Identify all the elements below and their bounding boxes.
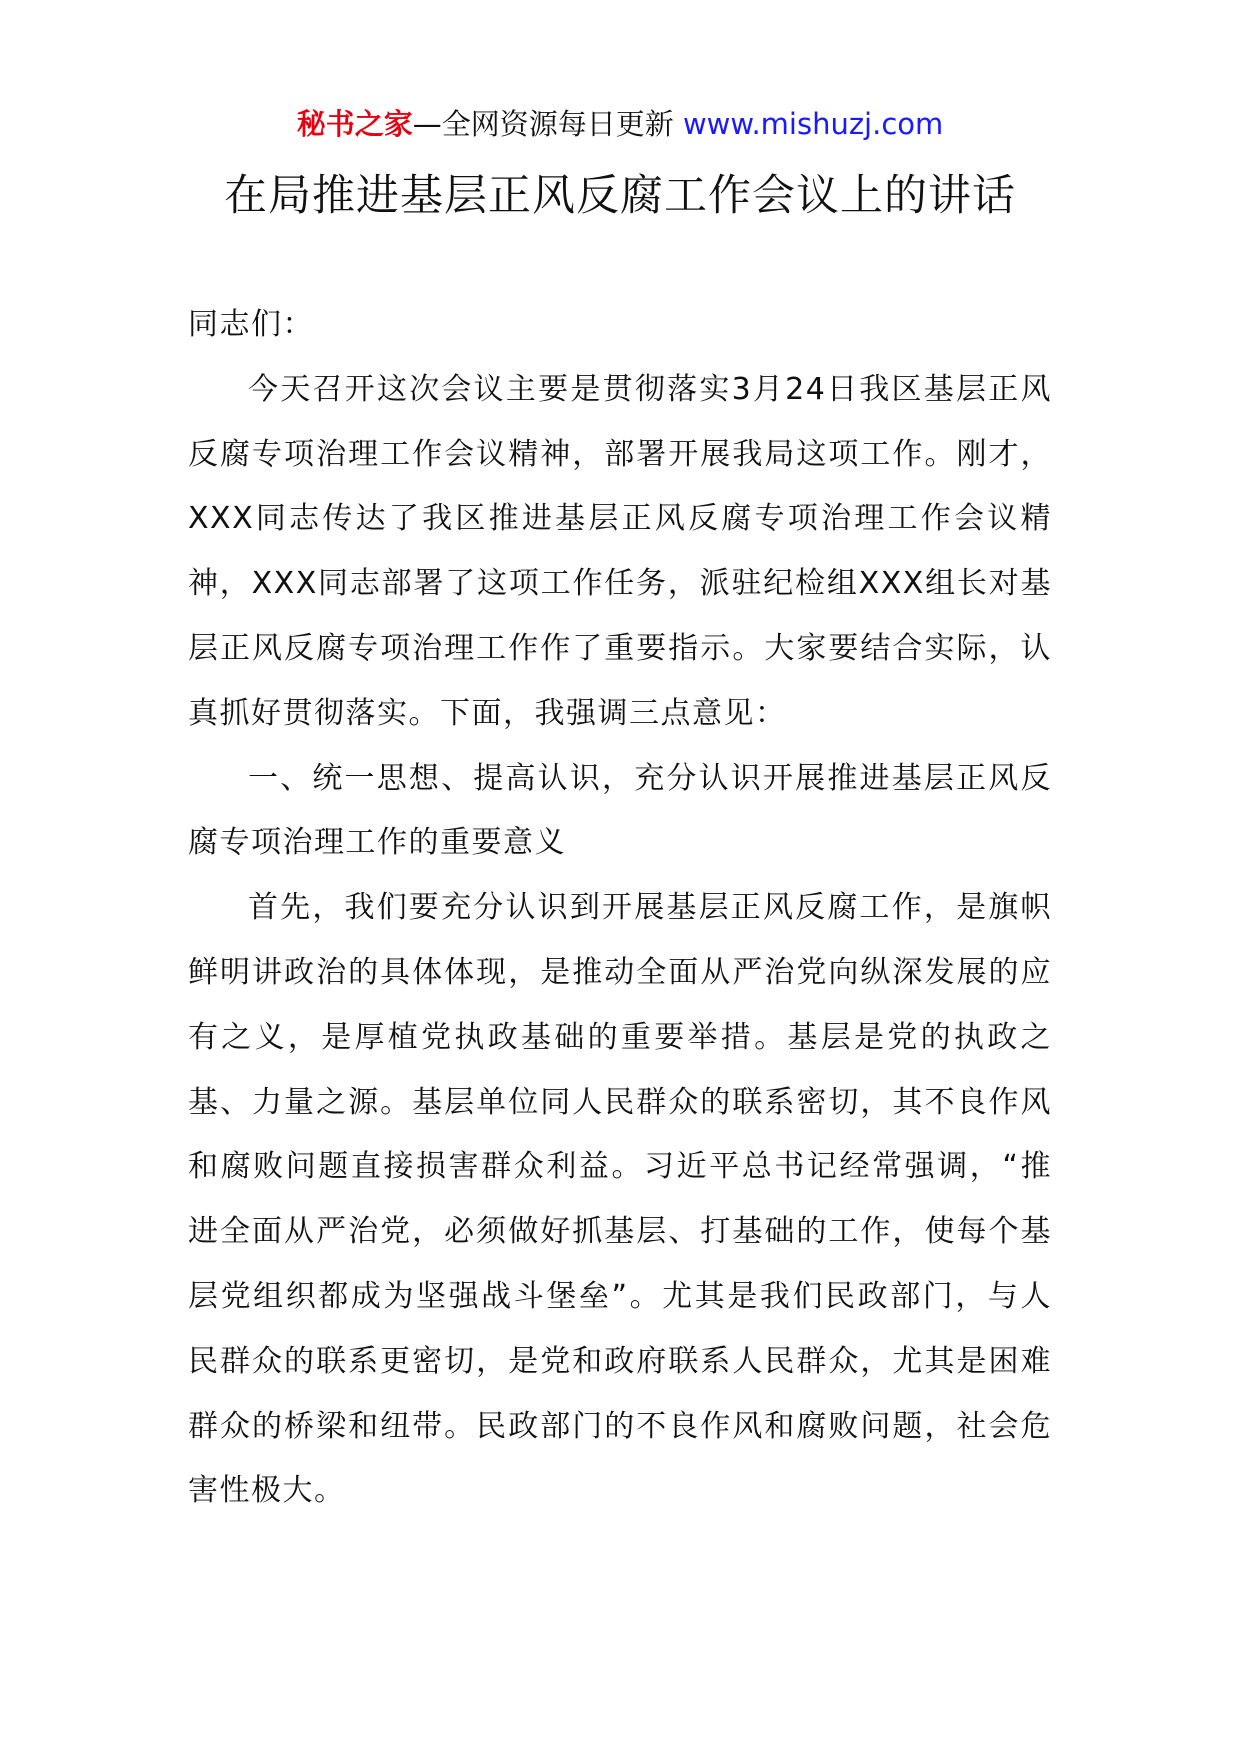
site-url-link[interactable]: www.mishuzj.com (682, 107, 944, 141)
site-tagline: —全网资源每日更新 (412, 107, 683, 141)
salutation: 同志们： (188, 307, 314, 342)
brand-name: 秘书之家 (296, 107, 413, 141)
body-paragraph: 首先，我们要充分认识到开展基层正风反腐工作，是旗帜鲜明讲政治的具体体现，是推动全面从严治党向纵深发展的应有之义，是厚植党执政基础的重要举措。基层是党的执政之基、力量之源。基层单位同人民群众的联系密切，其不良作风和腐败问题直接损害群众利益。习近平总书记经常强调，“推进全面从严治党，必须做好抓基层、打基础的工作，使每个基层党组织都成为坚强战斗堡垒”。尤其是我们民政部门，与人民群众的联系更密切，是党和政府联系人民群众，尤其是困难群众的桥梁和纽带。民政部门的不良作风和腐败问题，社会危害性极大。 (188, 890, 1052, 1509)
document-title: 在局推进基层正风反腐工作会议上的讲话 (224, 171, 1016, 221)
body-paragraph: 今天召开这次会议主要是贯彻落实3月24日我区基层正风反腐专项治理工作会议精神，部署开展我局这项工作。刚才，XXX同志传达了我区推进基层正风反腐专项治理工作会议精神，XXX同志部署了这项工作任务，派驻纪检组XXX组长对基层正风反腐专项治理工作作了重要指示。大家要结合实际，认真抓好贯彻落实。下面，我强调三点意见： (188, 371, 1052, 731)
site-header (0, 104, 1240, 144)
section-heading: 一、统一思想、提高认识，充分认识开展推进基层正风反腐专项治理工作的重要意义 (188, 760, 1052, 861)
document-body (188, 293, 1052, 1524)
